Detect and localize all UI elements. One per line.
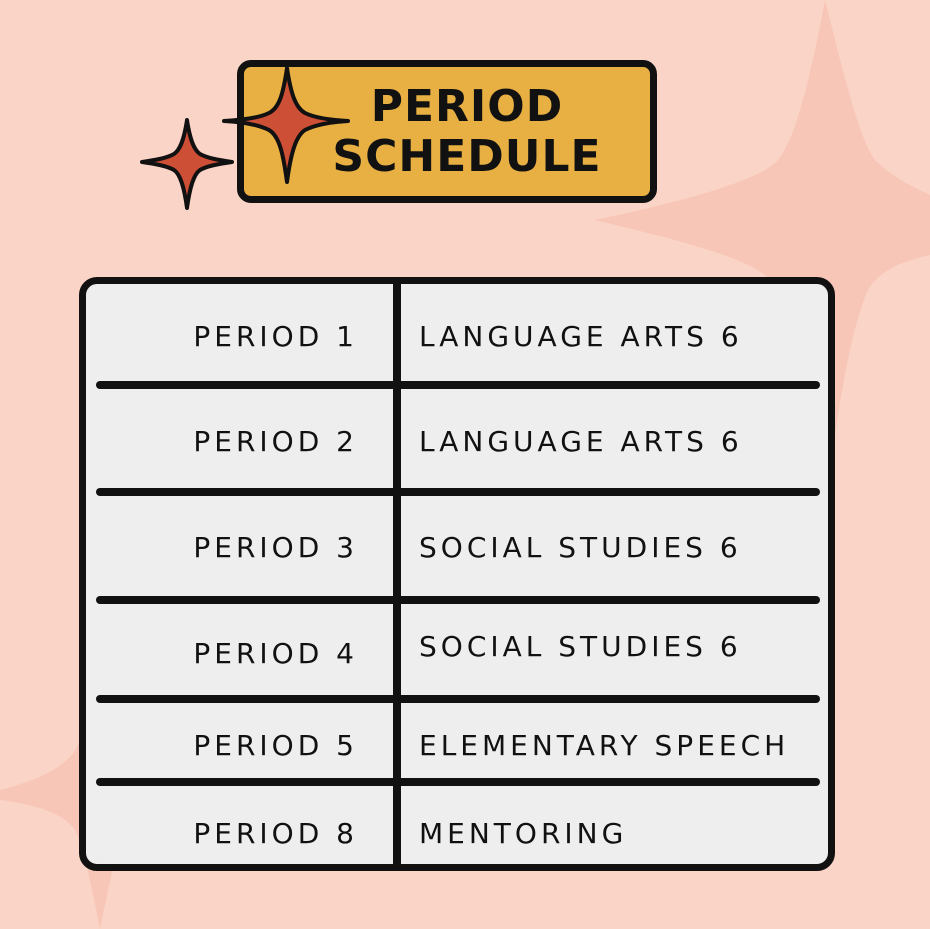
subject-label: LANGUAGE ARTS 6 [419,320,743,353]
period-label: PERIOD 1 [193,320,358,353]
row-divider [96,381,820,389]
subject-label: ELEMENTARY SPEECH [419,729,790,762]
period-label: PERIOD 5 [193,729,358,762]
title-line-2: SCHEDULE [332,130,602,182]
title-line-1: PERIOD [370,80,564,132]
row-divider [96,596,820,604]
subject-label: MENTORING [419,817,628,850]
row-divider [96,778,820,786]
schedule-table [79,277,835,871]
row-divider [96,695,820,703]
period-label: PERIOD 8 [193,817,358,850]
subject-label: SOCIAL STUDIES 6 [419,630,742,663]
subject-label: SOCIAL STUDIES 6 [419,531,742,564]
sparkle-small-icon [0,0,930,260]
period-label: PERIOD 4 [193,637,358,670]
row-divider [96,488,820,496]
period-label: PERIOD 2 [193,425,358,458]
subject-label: LANGUAGE ARTS 6 [419,425,743,458]
period-label: PERIOD 3 [193,531,358,564]
column-divider [393,284,401,864]
